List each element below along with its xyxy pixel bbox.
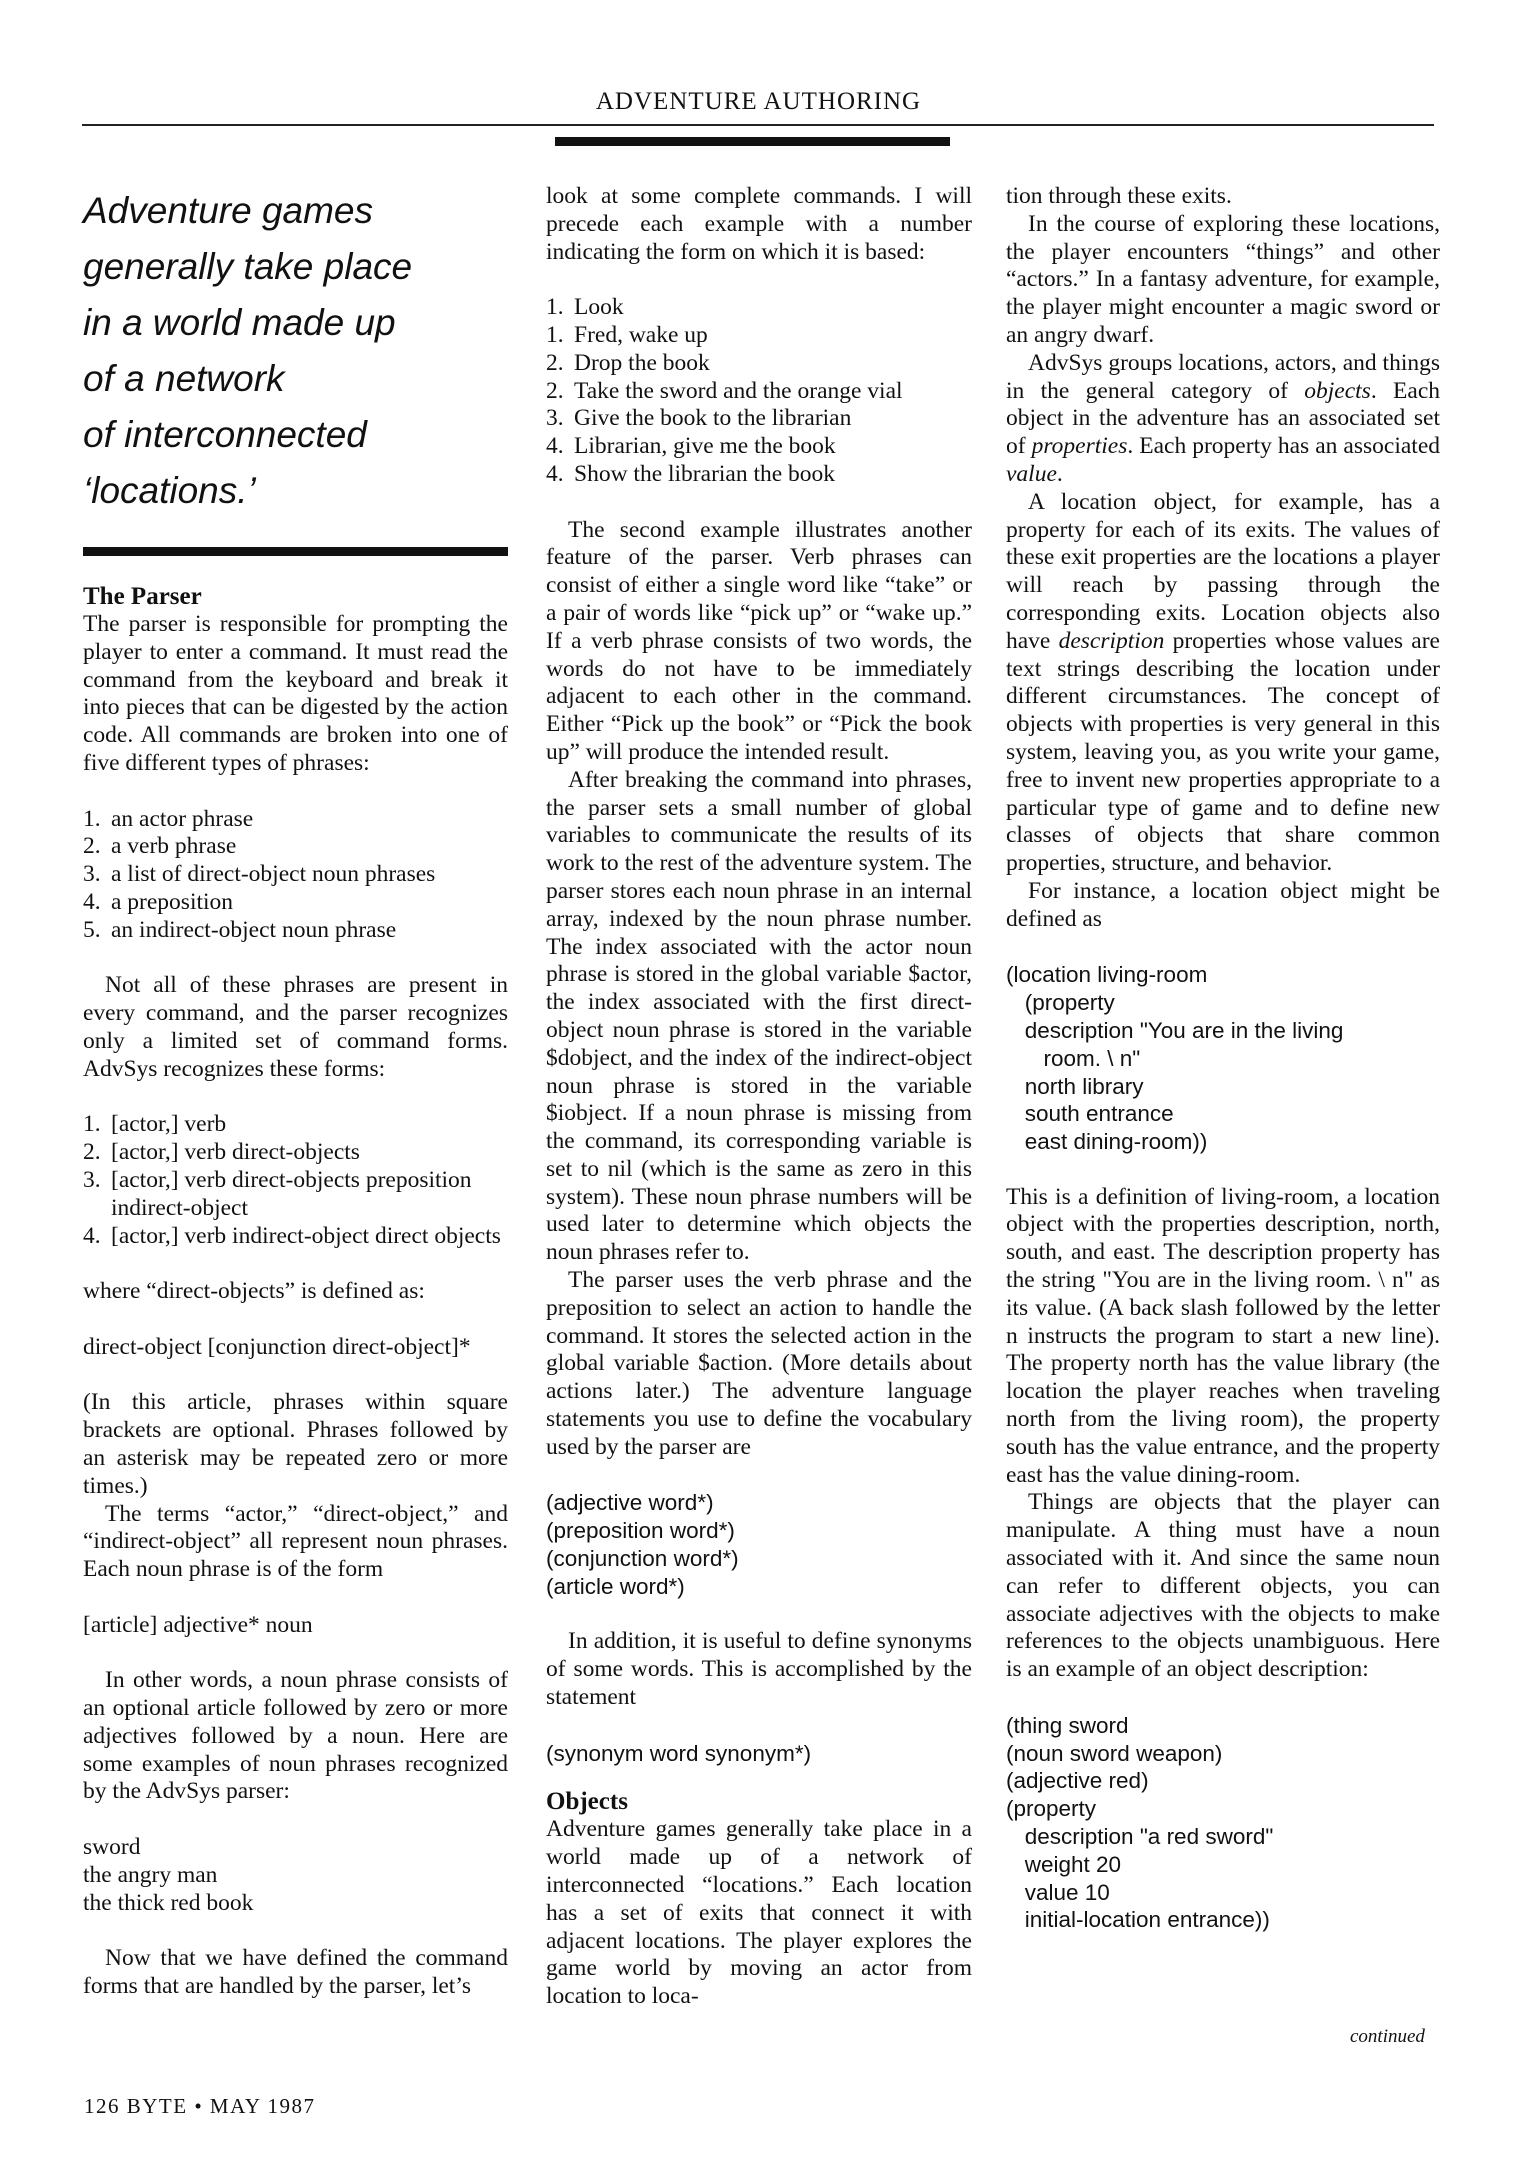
paragraph: The terms “actor,” “direct-object,” and “indirect-object” all represent noun phrases. Each noun phrase is of the form	[83, 1500, 508, 1583]
paragraph: This is a definition of living-room, a location object with the properties description, north, south, and east. The description property has the string "You are in the living room. \ n" as its value. (A back slash followed by the letter n instructs the program to start a new line). The property north has the value library (the location the player reaches when traveling north from the living room), the property south has the value entrance, and the property east has the value dining-room.	[1006, 1183, 1440, 1488]
pull-quote-line: of a network	[83, 358, 285, 399]
list-item: 1. Look	[546, 294, 624, 321]
pull-quote-line: generally take place	[83, 246, 413, 287]
grammar-line: direct-object [conjunction direct-object]*	[83, 1333, 471, 1360]
pull-quote-line: of interconnected	[83, 414, 367, 455]
phrase-type-list	[83, 806, 508, 945]
list-item: 1. an actor phrase	[83, 805, 254, 832]
paragraph: (In this article, phrases within square brackets are optional. Phrases followed by an asterisk may be repeated zero or more times.)	[83, 1389, 508, 1499]
pull-quote	[83, 183, 508, 519]
list-item: 4. Librarian, give me the book	[546, 433, 836, 460]
paragraph: Not all of these phrases are present in every command, and the parser recognizes only a limited set of command forms. AdvSys recognizes these forms:	[83, 972, 508, 1082]
page-footer: 126 BYTE • MAY 1987	[84, 2094, 316, 2118]
running-header: ADVENTURE AUTHORING	[595, 88, 922, 115]
list-item: 4. Show the librarian the book	[546, 460, 836, 487]
list-item: 1. [actor,] verb	[83, 1111, 227, 1138]
list-item: 2. Drop the book	[546, 349, 710, 376]
paragraph: A location object, for example, has a property for each of its exits. The values of these exit properties are the locations a player will reach by passing through the corresponding exits. Location objects also have description properties whose values are text strings describing the location under different circumstances. The concept of objects with properties is very general in this system, leaving you, as you write your game, free to invent new properties appropriate to a particular type of game and to define new classes of objects that share common properties, structure, and behavior.	[1006, 488, 1440, 877]
list-item: 2. a verb phrase	[83, 833, 237, 860]
paragraph: For instance, a location object might be defined as	[1006, 877, 1440, 932]
section-heading-parser: The Parser	[83, 583, 202, 610]
example-line: sword	[83, 1834, 141, 1861]
header-rule	[82, 124, 1434, 126]
paragraph: After breaking the command into phrases, the parser sets a small number of global variables to communicate the results of its work to the rest of the adventure system. The parser stores each noun phrase in an internal array, indexed by the noun phrase number. The index associated with the actor noun phrase is stored in the global variable $actor, the index associated with the first direct-object noun phrase is stored in the variable $dobject, and the index of the indirect-object noun phrase is stored in the variable $iobject. If a noun phrase is missing from the command, its corresponding variable is set to nil (which is the same as zero in this system). These noun phrase numbers will be used later to determine which objects the noun phrases refer to.	[546, 766, 972, 1266]
vocabulary-code: (adjective word*) (preposition word*) (conjunction word*) (article word*)	[546, 1490, 739, 1599]
column-1	[83, 183, 508, 2001]
header-thick-rule	[555, 137, 950, 146]
list-item: 4. [actor,] verb indirect-object direct objects	[83, 1222, 501, 1249]
list-item: 5. an indirect-object noun phrase	[83, 916, 397, 943]
list-item: 4. a preposition	[83, 888, 234, 915]
example-line: the angry man	[83, 1861, 218, 1888]
thing-code: (thing sword (noun sword weapon) (adjective red) (property description "a red sword" weight 20 value 10 initial-location entrance))	[1006, 1712, 1274, 1933]
paragraph: The parser is responsible for prompting the player to enter a command. It must read the command from the keyboard and break it into pieces that can be digested by the action code. All commands are broken into one of five different types of phrases:	[83, 611, 508, 776]
grammar-line: [article] adjective* noun	[83, 1611, 313, 1638]
column-3	[1006, 183, 1440, 1934]
list-item: 1. Fred, wake up	[546, 321, 708, 348]
paragraph: Now that we have defined the command forms that are handled by the parser, let’s	[83, 1945, 508, 2000]
column-2	[546, 183, 972, 2011]
list-item: 3. [actor,] verb direct-objects preposition indirect-object	[83, 1166, 472, 1221]
command-forms-list	[83, 1111, 508, 1250]
pull-quote-line: in a world made up	[83, 302, 396, 343]
paragraph: In other words, a noun phrase consists of an optional article followed by zero or more adjectives followed by a noun. Here are some examples of noun phrases recognized by the AdvSys parser:	[83, 1667, 508, 1805]
paragraph: tion through these exits.	[1006, 183, 1232, 209]
example-line: the thick red book	[83, 1889, 254, 1916]
synonym-code: (synonym word synonym*)	[546, 1740, 812, 1766]
paragraph: The parser uses the verb phrase and the preposition to select an action to handle the command. It stores the selected action in the global variable $action. (More details about actions later.) The adventure language statements you use to define the vocabulary used by the parser are	[546, 1267, 972, 1460]
continued-label: continued	[1350, 2026, 1425, 2047]
list-item: 3. a list of direct-object noun phrases	[83, 861, 436, 888]
section-heading-objects: Objects	[546, 1788, 628, 1816]
list-item: 2. [actor,] verb direct-objects	[83, 1139, 360, 1166]
pull-quote-rule	[83, 547, 508, 556]
list-item: 2. Take the sword and the orange vial	[546, 377, 903, 404]
paragraph: look at some complete commands. I will precede each example with a number indicating the form on which it is based:	[546, 183, 972, 265]
noun-phrase-examples	[83, 1834, 508, 1917]
paragraph: In addition, it is useful to define synonyms of some words. This is accomplished by the statement	[546, 1628, 972, 1711]
paragraph: AdvSys groups locations, actors, and things in the general category of objects. Each object in the adventure has an associated set of properties. Each property has an associated value.	[1006, 349, 1441, 487]
paragraph: In the course of exploring these locations, the player encounters “things” and other “actors.” In a fantasy adventure, for example, the player might encounter a magic sword or an angry dwarf.	[1006, 210, 1440, 348]
command-examples-list	[546, 294, 972, 489]
paragraph: where “direct-objects” is defined as:	[83, 1278, 425, 1305]
list-item: 3. Give the book to the librarian	[546, 405, 852, 432]
paragraph: The second example illustrates another feature of the parser. Verb phrases can consist of either a single word like “take” or a pair of words like “pick up” or “wake up.” If a verb phrase consists of two words, the words do not have to be immediately adjacent to each other in the command. Either “Pick up the book” or “Pick the book up” will produce the intended result.	[546, 516, 972, 765]
location-code: (location living-room (property description "You are in the living room. \ n" north library south entrance east dining-room))	[1006, 962, 1344, 1155]
paragraph: Things are objects that the player can manipulate. A thing must have a noun associated with it. And since the same noun can refer to different objects, you can associate adjectives with the objects to make references to the objects unambiguous. Here is an example of an object description:	[1006, 1489, 1440, 1683]
paragraph: Adventure games generally take place in a world made up of a network of interconnected “locations.” Each location has a set of exits that connect it with adjacent locations. The player explores the game world by moving an actor from location to loca-	[546, 1816, 972, 2010]
pull-quote-line: ‘locations.’	[83, 470, 256, 511]
pull-quote-line: Adventure games	[83, 190, 374, 231]
